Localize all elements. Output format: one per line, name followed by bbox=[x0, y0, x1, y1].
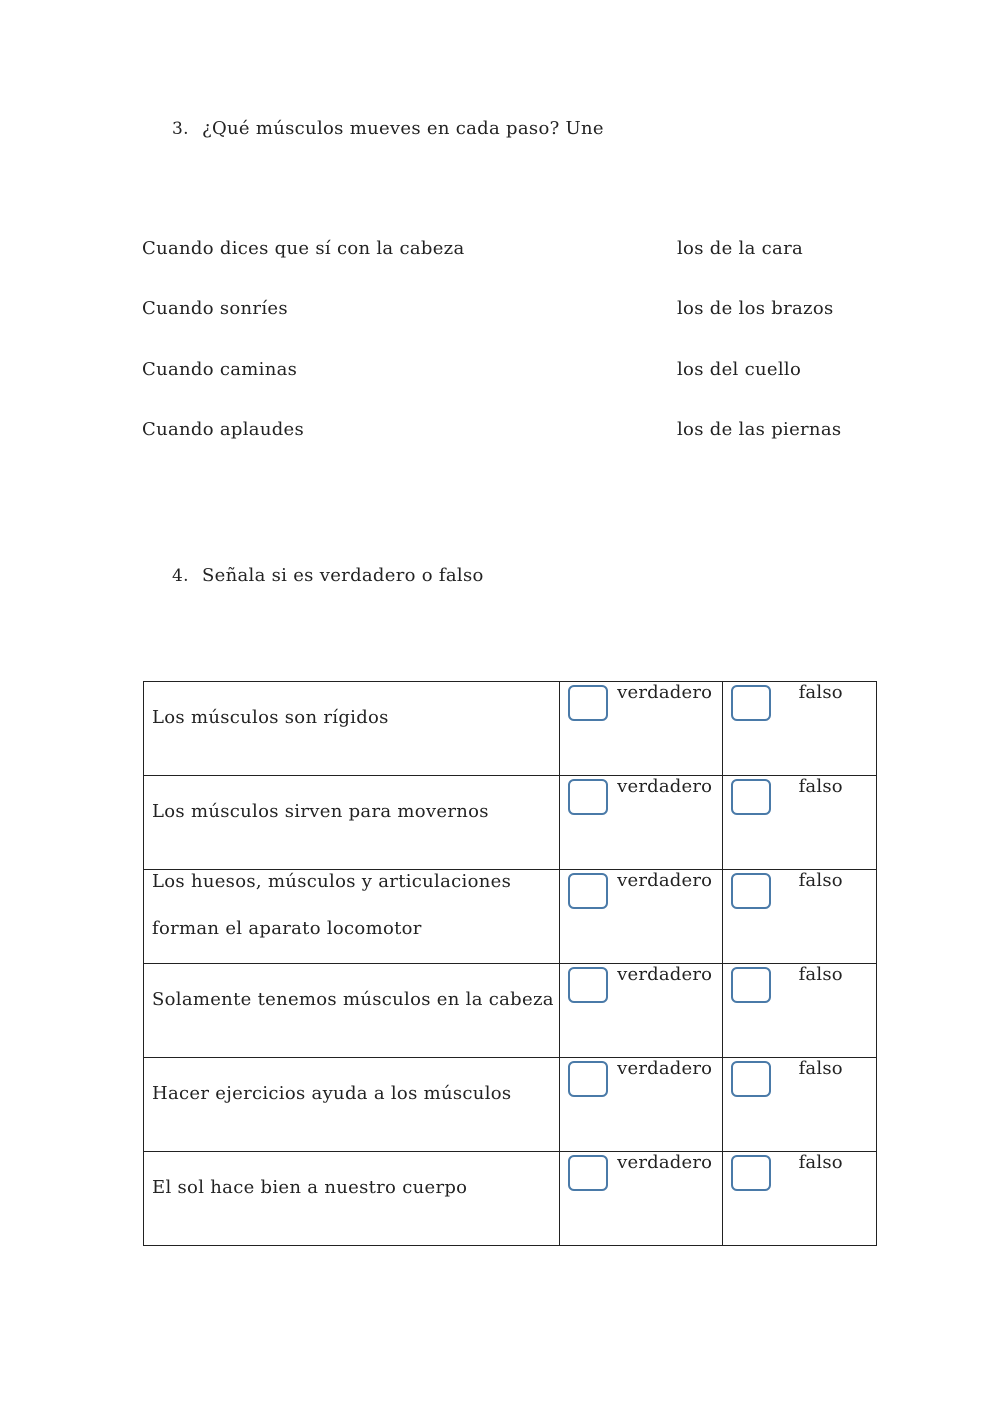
false-option-cell bbox=[722, 776, 876, 870]
false-option-checkbox[interactable] bbox=[731, 1155, 771, 1191]
statement-text bbox=[152, 976, 554, 1023]
statement-line: forman el aparato locomotor bbox=[152, 918, 422, 939]
matching-row bbox=[142, 419, 862, 449]
matching-row bbox=[142, 298, 862, 328]
statement-text bbox=[152, 1164, 467, 1211]
false-option-label: falso bbox=[798, 682, 843, 703]
true-option-cell bbox=[560, 1058, 722, 1152]
false-option-checkbox[interactable] bbox=[731, 873, 771, 909]
statement-text bbox=[152, 1070, 511, 1117]
true-option-checkbox[interactable] bbox=[568, 685, 608, 721]
true-option-checkbox[interactable] bbox=[568, 1061, 608, 1097]
matching-right-item[interactable]: los del cuello bbox=[677, 359, 802, 380]
statement-text bbox=[152, 694, 389, 741]
true-option-cell bbox=[560, 870, 722, 964]
matching-row bbox=[142, 359, 862, 389]
question-3-heading bbox=[172, 118, 604, 139]
matching-left-item[interactable]: Cuando sonríes bbox=[142, 298, 288, 319]
matching-left-item[interactable]: Cuando dices que sí con la cabeza bbox=[142, 238, 465, 259]
true-option-label: verdadero bbox=[617, 776, 713, 797]
false-option-checkbox[interactable] bbox=[731, 779, 771, 815]
false-option-label: falso bbox=[798, 776, 843, 797]
statement-line: El sol hace bien a nuestro cuerpo bbox=[152, 1177, 468, 1198]
true-option-label: verdadero bbox=[617, 1058, 713, 1079]
true-option-label: verdadero bbox=[617, 964, 713, 985]
false-option-label: falso bbox=[798, 964, 843, 985]
true-option-cell bbox=[560, 1152, 722, 1246]
false-option-cell bbox=[722, 870, 876, 964]
false-option-checkbox[interactable] bbox=[731, 967, 771, 1003]
true-option-label: verdadero bbox=[617, 1152, 713, 1173]
matching-left-item[interactable]: Cuando caminas bbox=[142, 359, 298, 380]
statement-text bbox=[152, 858, 511, 952]
statement-line: Los músculos son rígidos bbox=[152, 707, 389, 728]
statement-cell bbox=[144, 964, 560, 1058]
true-option-label: verdadero bbox=[617, 682, 713, 703]
statement-cell bbox=[144, 870, 560, 964]
false-option-cell bbox=[722, 1058, 876, 1152]
question-4-heading bbox=[172, 565, 484, 586]
matching-right-item[interactable]: los de las piernas bbox=[677, 419, 842, 440]
statement-text bbox=[152, 788, 489, 835]
false-option-label: falso bbox=[798, 1152, 843, 1173]
false-option-checkbox[interactable] bbox=[731, 1061, 771, 1097]
matching-row bbox=[142, 238, 862, 268]
statement-cell bbox=[144, 1152, 560, 1246]
statement-line: Los músculos sirven para movernos bbox=[152, 801, 489, 822]
true-option-cell bbox=[560, 682, 722, 776]
statement-cell bbox=[144, 776, 560, 870]
false-option-label: falso bbox=[798, 870, 843, 891]
question-4-text: Señala si es verdadero o falso bbox=[202, 565, 484, 586]
true-option-checkbox[interactable] bbox=[568, 1155, 608, 1191]
false-option-label: falso bbox=[798, 1058, 843, 1079]
true-false-row bbox=[144, 1152, 877, 1246]
statement-cell bbox=[144, 682, 560, 776]
matching-right-item[interactable]: los de la cara bbox=[677, 238, 804, 259]
statement-line: Hacer ejercicios ayuda a los músculos bbox=[152, 1083, 512, 1104]
true-option-label: verdadero bbox=[617, 870, 713, 891]
false-option-checkbox[interactable] bbox=[731, 685, 771, 721]
statement-cell bbox=[144, 1058, 560, 1152]
question-3-text: ¿Qué músculos mueves en cada paso? Une bbox=[202, 118, 604, 139]
true-false-row bbox=[144, 870, 877, 964]
true-false-row bbox=[144, 776, 877, 870]
statement-line: Solamente tenemos músculos en la cabeza bbox=[152, 989, 554, 1010]
matching-left-item[interactable]: Cuando aplaudes bbox=[142, 419, 305, 440]
false-option-cell bbox=[722, 1152, 876, 1246]
true-false-row bbox=[144, 964, 877, 1058]
true-false-row bbox=[144, 1058, 877, 1152]
true-option-cell bbox=[560, 776, 722, 870]
statement-line: Los huesos, músculos y articulaciones bbox=[152, 871, 512, 892]
question-4-number: 4. bbox=[172, 566, 189, 586]
true-option-cell bbox=[560, 964, 722, 1058]
true-false-table bbox=[143, 681, 877, 1246]
question-3-number: 3. bbox=[172, 119, 189, 139]
false-option-cell bbox=[722, 964, 876, 1058]
true-false-row bbox=[144, 682, 877, 776]
true-option-checkbox[interactable] bbox=[568, 779, 608, 815]
false-option-cell bbox=[722, 682, 876, 776]
matching-right-item[interactable]: los de los brazos bbox=[677, 298, 834, 319]
true-option-checkbox[interactable] bbox=[568, 873, 608, 909]
true-option-checkbox[interactable] bbox=[568, 967, 608, 1003]
